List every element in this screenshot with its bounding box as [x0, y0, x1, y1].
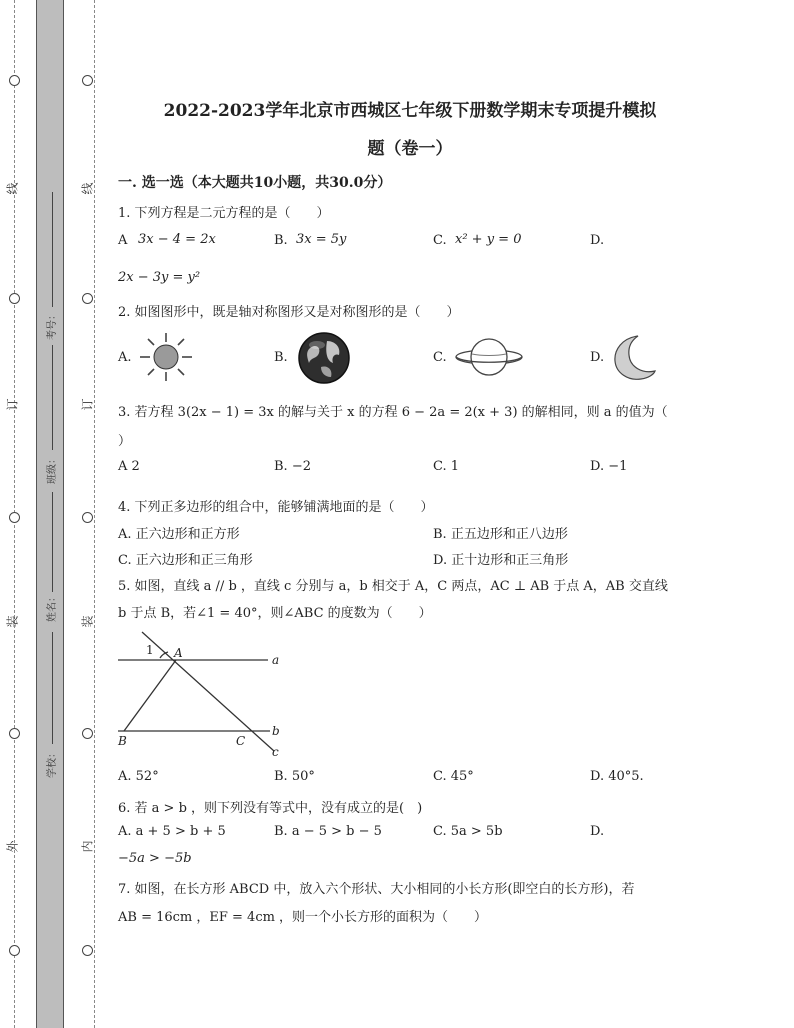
q5-option-c: C. 45° [433, 769, 474, 784]
q1-option-b-label: B. [274, 233, 288, 248]
fig-label-B: B [118, 734, 127, 748]
q4-option-c: C. 正六边形和正三角形 [118, 553, 253, 568]
q6-option-d: −5a > −5b [118, 851, 192, 866]
binding-hole [9, 75, 20, 86]
exam-number-label: 考号： [47, 310, 58, 340]
crescent-moon-icon [612, 334, 656, 382]
q2-option-a-label: A. [118, 350, 132, 365]
q1-option-d-label: D. [590, 233, 605, 248]
paper-title-line1: 2022-2023学年北京市西城区七年级下册数学期末专项提升模拟 [163, 101, 657, 121]
margin-char-outer: 线 [5, 182, 20, 195]
binding-hole [9, 728, 20, 739]
q6-option-b: B. a − 5 > b − 5 [274, 824, 382, 839]
margin-char-inner: 订 [80, 398, 95, 411]
name-line[interactable] [52, 492, 53, 592]
fig-label-line-c: c [272, 745, 279, 758]
class-label: 班级： [47, 454, 58, 484]
q6-option-c: C. 5a > 5b [433, 824, 503, 839]
q1-stem: 1. 下列方程是二元方程的是（ ） [118, 206, 330, 221]
q5-figure [112, 628, 292, 758]
binding-hole [82, 945, 93, 956]
margin-char-inner: 装 [80, 615, 95, 628]
class-line[interactable] [52, 345, 53, 450]
q4-option-d: D. 正十边形和正三角形 [433, 553, 569, 568]
fig-label-line-b: b [272, 724, 280, 738]
q7-stem-line1: 7. 如图，在长方形 ABCD 中，放入六个形状、大小相同的小长方形(即空白的长方形)，若 [118, 882, 635, 897]
name-label: 姓名： [47, 592, 58, 622]
fig-label-A: A [174, 646, 183, 660]
q1-option-a: 3x − 4 = 2x [138, 232, 216, 247]
q1-option-c: x² + y = 0 [455, 232, 522, 247]
q6-option-a: A. a + 5 > b + 5 [118, 824, 226, 839]
q2-stem: 2. 如图图形中，既是轴对称图形又是对称图形的是（ ） [118, 305, 460, 320]
q6-stem: 6. 若 a > b ，则下列没有等式中，没有成立的是( ) [118, 801, 423, 816]
q3-option-d: D. −1 [590, 459, 628, 474]
q5-option-d: D. 40°5. [590, 769, 644, 784]
binding-hole [82, 75, 93, 86]
q2-option-b-label: B. [274, 350, 288, 365]
exam-number-line[interactable] [52, 192, 53, 307]
sun-icon [138, 331, 194, 383]
binding-hole [82, 512, 93, 523]
section-heading: 一. 选一选（本大题共10小题，共30.0分） [118, 175, 392, 191]
q1-option-b: 3x = 5y [296, 232, 347, 247]
q1-option-c-label: C. [433, 233, 447, 248]
school-label: 学校： [47, 748, 58, 778]
q2-option-c-label: C. [433, 350, 447, 365]
q4-option-a: A. 正六边形和正方形 [118, 527, 240, 542]
q3-stem-line1: 3. 若方程 3(2x − 1) = 3x 的解与关于 x 的方程 6 − 2a = 2(x + 3) 的解相同，则 a 的值为（ [118, 405, 668, 420]
school-line[interactable] [52, 632, 53, 744]
binding-hole [82, 293, 93, 304]
binding-strip [36, 0, 64, 1028]
inner-dashed-line [94, 0, 95, 1028]
q3-stem-line2: ） [118, 434, 132, 449]
q3-option-a: A 2 [118, 459, 140, 474]
binding-hole [82, 728, 93, 739]
q5-option-a: A. 52° [118, 769, 159, 784]
fig-label-C: C [236, 734, 246, 748]
saturn-icon [453, 334, 525, 380]
q1-option-d: 2x − 3y = y² [118, 270, 201, 285]
paper-title-line2: 题（卷一） [367, 139, 453, 159]
globe-icon [297, 331, 351, 385]
margin-char-inner: 线 [80, 182, 95, 195]
margin-char-outer: 装 [5, 615, 20, 628]
q3-option-b: B. −2 [274, 459, 311, 474]
binding-hole [9, 512, 20, 523]
q5-stem-line2: b 于点 B，若∠1 = 40°，则∠ABC 的度数为（ ） [118, 606, 432, 621]
q1-option-a-label: A [118, 233, 128, 248]
binding-hole [9, 293, 20, 304]
q3-option-c: C. 1 [433, 459, 460, 474]
q6-option-d-label: D. [590, 824, 605, 839]
q5-stem-line1: 5. 如图，直线 a // b ，直线 c 分别与 a，b 相交于 A，C 两点，AC ⊥ AB 于点 A，AB 交直线 [118, 579, 668, 594]
fig-label-line-a: a [272, 653, 280, 667]
q5-option-b: B. 50° [274, 769, 315, 784]
margin-char-outer: 订 [5, 398, 20, 411]
q7-stem-line2: AB = 16cm ，EF = 4cm ，则一个小长方形的面积为（ ） [118, 910, 488, 925]
binding-hole [9, 945, 20, 956]
fig-label-angle-1: 1 [146, 643, 154, 657]
margin-char-outer: 外 [5, 840, 20, 853]
q4-option-b: B. 正五边形和正八边形 [433, 527, 568, 542]
q2-option-d-label: D. [590, 350, 605, 365]
margin-char-inner: 内 [80, 840, 95, 853]
q4-stem: 4. 下列正多边形的组合中，能够铺满地面的是（ ） [118, 500, 434, 515]
